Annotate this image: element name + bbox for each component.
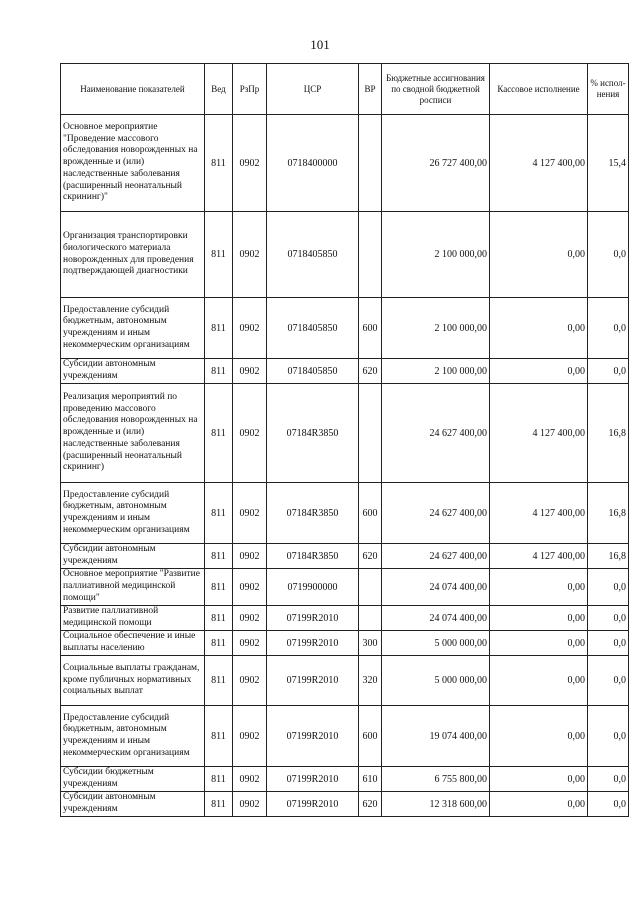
table-row <box>61 359 629 384</box>
row-vr-cell: 600 <box>359 706 382 767</box>
row-percent-cell: 16,8 <box>588 384 629 483</box>
row-csr-cell: 07199R2010 <box>267 656 359 706</box>
row-name-cell: Субсидии автономным учреждениям <box>61 544 205 569</box>
row-percent-cell: 0,0 <box>588 606 629 631</box>
budget-table <box>60 63 629 817</box>
row-name-cell: Субсидии бюджетным учреждениям <box>61 767 205 792</box>
row-percent-cell: 0,0 <box>588 359 629 384</box>
row-ved-cell: 811 <box>205 384 233 483</box>
row-vr-cell: 620 <box>359 792 382 817</box>
row-percent-cell: 0,0 <box>588 767 629 792</box>
row-rzpr-cell: 0902 <box>233 792 267 817</box>
row-rzpr-cell: 0902 <box>233 544 267 569</box>
row-percent-cell: 0,0 <box>588 631 629 656</box>
table-row <box>61 298 629 359</box>
row-rzpr-cell: 0902 <box>233 706 267 767</box>
row-percent-cell: 0,0 <box>588 792 629 817</box>
row-percent-cell: 0,0 <box>588 298 629 359</box>
row-rzpr-cell: 0902 <box>233 631 267 656</box>
row-name-cell: Развитие паллиативной медицинской помощи <box>61 606 205 631</box>
row-vr-cell: 600 <box>359 483 382 544</box>
row-csr-cell: 0719900000 <box>267 569 359 606</box>
row-cash-cell: 0,00 <box>490 298 588 359</box>
row-percent-cell: 0,0 <box>588 569 629 606</box>
row-cash-cell: 0,00 <box>490 767 588 792</box>
row-cash-cell: 0,00 <box>490 656 588 706</box>
header-assignments: Бюджетные ассигнования по сводной бюджетной росписи <box>382 64 490 115</box>
table-row <box>61 606 629 631</box>
row-csr-cell: 07184R3850 <box>267 544 359 569</box>
row-vr-cell <box>359 115 382 212</box>
row-assignments-cell: 24 627 400,00 <box>382 384 490 483</box>
row-percent-cell: 16,8 <box>588 483 629 544</box>
row-name-cell: Субсидии автономным учреждениям <box>61 792 205 817</box>
header-vr: ВР <box>359 64 382 115</box>
row-rzpr-cell: 0902 <box>233 656 267 706</box>
row-name-cell: Субсидии автономным учреждениям <box>61 359 205 384</box>
row-cash-cell: 0,00 <box>490 792 588 817</box>
row-csr-cell: 07199R2010 <box>267 792 359 817</box>
table-row <box>61 384 629 483</box>
row-ved-cell: 811 <box>205 792 233 817</box>
row-rzpr-cell: 0902 <box>233 212 267 298</box>
row-ved-cell: 811 <box>205 483 233 544</box>
header-rzpr: РзПр <box>233 64 267 115</box>
row-name-cell: Предоставление субсидий бюджетным, автономным учреждениям и иным некоммерческим организациям <box>61 706 205 767</box>
table-row <box>61 569 629 606</box>
row-vr-cell <box>359 212 382 298</box>
row-rzpr-cell: 0902 <box>233 384 267 483</box>
row-csr-cell: 0718400000 <box>267 115 359 212</box>
row-ved-cell: 811 <box>205 656 233 706</box>
row-assignments-cell: 5 000 000,00 <box>382 631 490 656</box>
header-ved: Вед <box>205 64 233 115</box>
table-row <box>61 656 629 706</box>
row-cash-cell: 0,00 <box>490 359 588 384</box>
table-row <box>61 483 629 544</box>
table-row <box>61 767 629 792</box>
row-vr-cell <box>359 384 382 483</box>
row-cash-cell: 0,00 <box>490 631 588 656</box>
row-cash-cell: 0,00 <box>490 212 588 298</box>
row-csr-cell: 07199R2010 <box>267 767 359 792</box>
row-ved-cell: 811 <box>205 706 233 767</box>
row-rzpr-cell: 0902 <box>233 606 267 631</box>
row-assignments-cell: 26 727 400,00 <box>382 115 490 212</box>
row-name-cell: Основное мероприятие "Развитие паллиативной медицинской помощи" <box>61 569 205 606</box>
row-cash-cell: 4 127 400,00 <box>490 384 588 483</box>
row-percent-cell: 0,0 <box>588 706 629 767</box>
header-csr: ЦСР <box>267 64 359 115</box>
row-ved-cell: 811 <box>205 606 233 631</box>
row-name-cell: Социальное обеспечение и иные выплаты населению <box>61 631 205 656</box>
table-row <box>61 631 629 656</box>
row-assignments-cell: 24 074 400,00 <box>382 569 490 606</box>
row-vr-cell: 620 <box>359 359 382 384</box>
row-cash-cell: 0,00 <box>490 569 588 606</box>
row-vr-cell: 620 <box>359 544 382 569</box>
row-cash-cell: 0,00 <box>490 606 588 631</box>
row-vr-cell <box>359 569 382 606</box>
row-ved-cell: 811 <box>205 544 233 569</box>
row-assignments-cell: 2 100 000,00 <box>382 298 490 359</box>
row-cash-cell: 4 127 400,00 <box>490 544 588 569</box>
row-vr-cell: 600 <box>359 298 382 359</box>
row-vr-cell: 610 <box>359 767 382 792</box>
row-vr-cell: 300 <box>359 631 382 656</box>
row-rzpr-cell: 0902 <box>233 298 267 359</box>
header-percent: % испол-нения <box>588 64 629 115</box>
row-name-cell: Реализация мероприятий по проведению массового обследования новорожденных на врожденные и (или) наследственные заболевания (расширенный неонатальный скрининг) <box>61 384 205 483</box>
table-row <box>61 212 629 298</box>
row-assignments-cell: 2 100 000,00 <box>382 212 490 298</box>
row-ved-cell: 811 <box>205 631 233 656</box>
row-cash-cell: 0,00 <box>490 706 588 767</box>
row-name-cell: Основное мероприятие "Проведение массового обследования новорожденных на врожденные и (или) наследственные заболевания (расширенный неонатальный скрининг)" <box>61 115 205 212</box>
row-cash-cell: 4 127 400,00 <box>490 483 588 544</box>
row-ved-cell: 811 <box>205 115 233 212</box>
row-csr-cell: 0718405850 <box>267 212 359 298</box>
table-row <box>61 706 629 767</box>
row-rzpr-cell: 0902 <box>233 767 267 792</box>
row-ved-cell: 811 <box>205 767 233 792</box>
row-assignments-cell: 6 755 800,00 <box>382 767 490 792</box>
table-row <box>61 544 629 569</box>
row-name-cell: Социальные выплаты гражданам, кроме публичных нормативных социальных выплат <box>61 656 205 706</box>
row-csr-cell: 07199R2010 <box>267 631 359 656</box>
row-assignments-cell: 24 074 400,00 <box>382 606 490 631</box>
row-rzpr-cell: 0902 <box>233 483 267 544</box>
page-number: 101 <box>310 37 330 52</box>
row-assignments-cell: 2 100 000,00 <box>382 359 490 384</box>
row-percent-cell: 16,8 <box>588 544 629 569</box>
row-ved-cell: 811 <box>205 212 233 298</box>
row-csr-cell: 07199R2010 <box>267 706 359 767</box>
header-name: Наименование показателей <box>61 64 205 115</box>
row-vr-cell: 320 <box>359 656 382 706</box>
row-ved-cell: 811 <box>205 569 233 606</box>
row-csr-cell: 07184R3850 <box>267 384 359 483</box>
row-rzpr-cell: 0902 <box>233 359 267 384</box>
row-assignments-cell: 19 074 400,00 <box>382 706 490 767</box>
row-ved-cell: 811 <box>205 298 233 359</box>
table-row <box>61 792 629 817</box>
row-cash-cell: 4 127 400,00 <box>490 115 588 212</box>
row-percent-cell: 0,0 <box>588 656 629 706</box>
table-row <box>61 115 629 212</box>
row-rzpr-cell: 0902 <box>233 115 267 212</box>
row-rzpr-cell: 0902 <box>233 569 267 606</box>
row-assignments-cell: 24 627 400,00 <box>382 483 490 544</box>
row-assignments-cell: 12 318 600,00 <box>382 792 490 817</box>
row-name-cell: Организация транспортировки биологического материала новорожденных для проведения подтверждающей диагностики <box>61 212 205 298</box>
row-csr-cell: 0718405850 <box>267 298 359 359</box>
row-ved-cell: 811 <box>205 359 233 384</box>
header-cash-execution: Кассовое исполнение <box>490 64 588 115</box>
row-name-cell: Предоставление субсидий бюджетным, автономным учреждениям и иным некоммерческим организациям <box>61 483 205 544</box>
row-assignments-cell: 24 627 400,00 <box>382 544 490 569</box>
row-percent-cell: 0,0 <box>588 212 629 298</box>
row-csr-cell: 0718405850 <box>267 359 359 384</box>
row-name-cell: Предоставление субсидий бюджетным, автономным учреждениям и иным некоммерческим организациям <box>61 298 205 359</box>
table-header-row <box>61 64 629 115</box>
row-csr-cell: 07199R2010 <box>267 606 359 631</box>
row-vr-cell <box>359 606 382 631</box>
row-percent-cell: 15,4 <box>588 115 629 212</box>
row-assignments-cell: 5 000 000,00 <box>382 656 490 706</box>
row-csr-cell: 07184R3850 <box>267 483 359 544</box>
